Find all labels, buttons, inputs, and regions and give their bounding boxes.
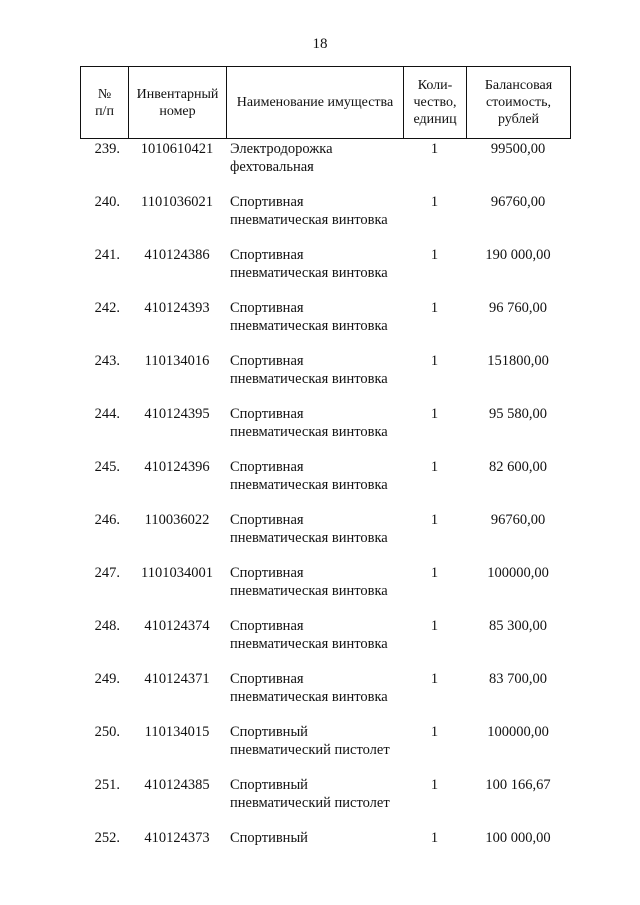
property-name-line2: пневматическая винтовка bbox=[230, 265, 388, 281]
property-name-line1: Спортивный bbox=[230, 830, 308, 846]
quantity: 1 bbox=[430, 141, 439, 157]
row-number: 240. bbox=[94, 194, 120, 210]
table-row bbox=[80, 670, 570, 723]
property-name-line1: Спортивная bbox=[230, 512, 304, 528]
inventory-number: 410124396 bbox=[144, 459, 210, 475]
row-number: 252. bbox=[94, 830, 120, 846]
table-row bbox=[80, 723, 570, 776]
balance-value: 83 700,00 bbox=[489, 671, 547, 687]
header-inventory-line2: номер bbox=[159, 103, 196, 119]
inventory-number: 410124385 bbox=[144, 777, 210, 793]
property-name-line2: пневматическая винтовка bbox=[230, 212, 388, 228]
inventory-number: 110134015 bbox=[144, 724, 210, 740]
property-name-line2: пневматическая винтовка bbox=[230, 318, 388, 334]
property-name-line2: пневматическая винтовка bbox=[230, 371, 388, 387]
balance-value: 95 580,00 bbox=[489, 406, 547, 422]
inventory-number: 410124393 bbox=[144, 300, 210, 316]
balance-value: 151800,00 bbox=[487, 353, 549, 369]
property-name bbox=[226, 352, 403, 405]
inventory-number: 1010610421 bbox=[140, 141, 214, 157]
table-row bbox=[80, 829, 570, 882]
header-balance-line1: Балансовая bbox=[484, 78, 553, 93]
property-name-line2: пневматическая винтовка bbox=[230, 636, 388, 652]
balance-value: 190 000,00 bbox=[485, 247, 551, 263]
header-balance-line2: стоимость, bbox=[485, 95, 552, 110]
quantity: 1 bbox=[430, 671, 439, 687]
property-name-line1: Электродорожка bbox=[230, 141, 333, 157]
table-row bbox=[80, 564, 570, 617]
balance-value: 100 166,67 bbox=[485, 777, 551, 793]
table-body bbox=[80, 140, 570, 882]
quantity: 1 bbox=[430, 724, 439, 740]
property-name-line1: Спортивная bbox=[230, 247, 304, 263]
property-name-line2: пневматическая винтовка bbox=[230, 583, 388, 599]
row-number: 242. bbox=[94, 300, 120, 316]
header-number-line2: п/п bbox=[95, 103, 114, 119]
property-name bbox=[226, 458, 403, 511]
property-name-line1: Спортивная bbox=[230, 565, 304, 581]
property-name-line2: пневматический пистолет bbox=[230, 795, 390, 811]
property-name-line2: пневматическая винтовка bbox=[230, 424, 388, 440]
quantity: 1 bbox=[430, 459, 439, 475]
quantity: 1 bbox=[430, 512, 439, 528]
inventory-number: 410124373 bbox=[144, 830, 210, 846]
property-name bbox=[226, 193, 403, 246]
property-name bbox=[226, 299, 403, 352]
property-name-line1: Спортивная bbox=[230, 406, 304, 422]
balance-value: 100000,00 bbox=[487, 724, 549, 740]
row-number: 246. bbox=[94, 512, 120, 528]
inventory-number: 110134016 bbox=[144, 353, 210, 369]
quantity: 1 bbox=[430, 830, 439, 846]
quantity: 1 bbox=[430, 618, 439, 634]
property-name bbox=[226, 617, 403, 670]
table-row bbox=[80, 246, 570, 299]
inventory-number: 1101034001 bbox=[141, 565, 213, 581]
page-number: 18 bbox=[312, 36, 328, 52]
balance-value: 96 760,00 bbox=[489, 300, 547, 316]
header-balance-line3: рублей bbox=[497, 112, 540, 127]
property-name-line1: Спортивная bbox=[230, 459, 304, 475]
header-quantity-line2: чество, bbox=[413, 95, 457, 110]
table-row bbox=[80, 776, 570, 829]
header-inventory-line1: Инвентарный bbox=[136, 86, 219, 102]
header-number bbox=[81, 67, 129, 139]
table-row bbox=[80, 299, 570, 352]
row-number: 241. bbox=[94, 247, 120, 263]
property-name bbox=[226, 776, 403, 829]
property-name-line2: пневматическая винтовка bbox=[230, 689, 388, 705]
property-name-line1: Спортивный bbox=[230, 777, 308, 793]
property-name bbox=[226, 246, 403, 299]
inventory-number: 110036022 bbox=[144, 512, 210, 528]
quantity: 1 bbox=[430, 777, 439, 793]
header-quantity-line1: Коли- bbox=[417, 78, 453, 93]
quantity: 1 bbox=[430, 406, 439, 422]
inventory-number: 410124386 bbox=[144, 247, 210, 263]
property-name-line1: Спортивная bbox=[230, 353, 304, 369]
balance-value: 100 000,00 bbox=[485, 830, 551, 846]
property-name bbox=[226, 511, 403, 564]
property-name-line2: пневматический пистолет bbox=[230, 742, 390, 758]
inventory-number: 410124395 bbox=[144, 406, 210, 422]
row-number: 247. bbox=[94, 565, 120, 581]
header-quantity-line3: единиц bbox=[413, 112, 457, 127]
quantity: 1 bbox=[430, 194, 439, 210]
table-row bbox=[80, 617, 570, 670]
table-row bbox=[80, 352, 570, 405]
header-quantity bbox=[404, 67, 467, 139]
table-row bbox=[80, 511, 570, 564]
row-number: 243. bbox=[94, 353, 120, 369]
table-header bbox=[80, 66, 571, 139]
property-name-line2: пневматическая винтовка bbox=[230, 530, 388, 546]
property-name-line2: пневматическая винтовка bbox=[230, 477, 388, 493]
quantity: 1 bbox=[430, 353, 439, 369]
table-row bbox=[80, 405, 570, 458]
header-balance bbox=[467, 67, 571, 139]
row-number: 248. bbox=[94, 618, 120, 634]
property-name-line1: Спортивная bbox=[230, 671, 304, 687]
balance-value: 82 600,00 bbox=[489, 459, 547, 475]
property-name-line1: Спортивная bbox=[230, 300, 304, 316]
property-name-line2: фехтовальная bbox=[230, 159, 314, 175]
row-number: 245. bbox=[94, 459, 120, 475]
balance-value: 96760,00 bbox=[490, 194, 546, 210]
header-name-text: Наименование имущества bbox=[236, 95, 394, 110]
table-row bbox=[80, 458, 570, 511]
row-number: 250. bbox=[94, 724, 120, 740]
property-name bbox=[226, 670, 403, 723]
property-name-line1: Спортивная bbox=[230, 194, 304, 210]
inventory-number: 410124374 bbox=[144, 618, 210, 634]
header-number-line1: № bbox=[97, 86, 112, 102]
balance-value: 96760,00 bbox=[490, 512, 546, 528]
table-row bbox=[80, 140, 570, 193]
property-name-line1: Спортивная bbox=[230, 618, 304, 634]
property-name bbox=[226, 405, 403, 458]
row-number: 251. bbox=[94, 777, 120, 793]
inventory-number: 410124371 bbox=[144, 671, 210, 687]
property-name bbox=[226, 140, 403, 193]
property-name bbox=[226, 564, 403, 617]
quantity: 1 bbox=[430, 565, 439, 581]
header-name bbox=[227, 67, 404, 139]
row-number: 239. bbox=[94, 141, 120, 157]
balance-value: 100000,00 bbox=[487, 565, 549, 581]
inventory-number: 1101036021 bbox=[141, 194, 213, 210]
balance-value: 85 300,00 bbox=[489, 618, 547, 634]
property-name bbox=[226, 723, 403, 776]
row-number: 244. bbox=[94, 406, 120, 422]
quantity: 1 bbox=[430, 247, 439, 263]
header-inventory bbox=[129, 67, 227, 139]
property-name-line1: Спортивный bbox=[230, 724, 308, 740]
balance-value: 99500,00 bbox=[490, 141, 546, 157]
property-name bbox=[226, 829, 403, 882]
quantity: 1 bbox=[430, 300, 439, 316]
row-number: 249. bbox=[94, 671, 120, 687]
table-row bbox=[80, 193, 570, 246]
